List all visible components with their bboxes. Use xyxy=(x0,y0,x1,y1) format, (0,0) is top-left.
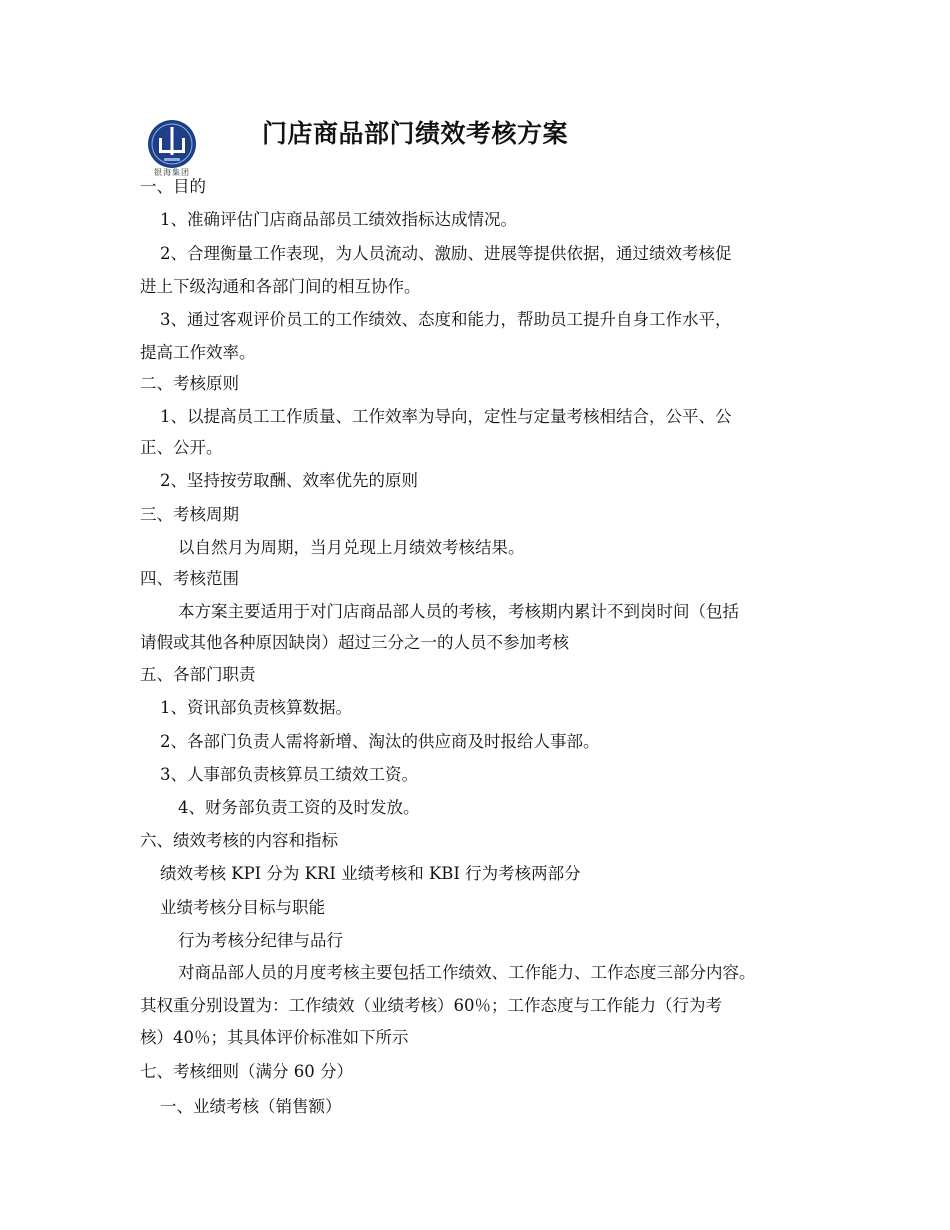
section-heading-principles: 二、考核原则 xyxy=(140,374,239,393)
paragraph-line: 提高工作效率。 xyxy=(140,343,256,362)
paragraph-line: 其权重分别设置为：工作绩效（业绩考核）60％；工作态度与工作能力（行为考 xyxy=(140,996,722,1015)
section-heading-details: 七、考核细则（满分 60 分） xyxy=(140,1062,353,1081)
paragraph-line: 2、坚持按劳取酬、效率优先的原则 xyxy=(160,471,418,490)
section-heading-scope: 四、考核范围 xyxy=(140,569,239,588)
section-heading-cycle: 三、考核周期 xyxy=(140,505,239,524)
paragraph-line: 3、人事部负责核算员工绩效工资。 xyxy=(160,765,418,784)
paragraph-line: 1、准确评估门店商品部员工绩效指标达成情况。 xyxy=(160,210,517,229)
paragraph-line: 2、合理衡量工作表现，为人员流动、激励、进展等提供依据，通过绩效考核促 xyxy=(160,244,732,263)
paragraph-line: 1、以提高员工工作质量、工作效率为导向，定性与定量考核相结合，公平、公 xyxy=(160,407,732,426)
paragraph-line: 核）40％；其具体评价标准如下所示 xyxy=(140,1028,409,1047)
paragraph-line: 3、通过客观评价员工的工作绩效、态度和能力，帮助员工提升自身工作水平， xyxy=(160,310,732,329)
paragraph-line: 以自然月为周期，当月兑现上月绩效考核结果。 xyxy=(178,538,525,557)
paragraph-line: 行为考核分纪律与品行 xyxy=(178,931,343,950)
paragraph-line: 业绩考核分目标与职能 xyxy=(160,898,325,917)
paragraph-line: 请假或其他各种原因缺岗）超过三分之一的人员不参加考核 xyxy=(140,633,569,652)
paragraph-line: 2、各部门负责人需将新增、淘汰的供应商及时报给人事部。 xyxy=(160,732,600,751)
logo-caption: 银海集团 xyxy=(154,168,190,177)
paragraph-line: 进上下级沟通和各部门间的相互协作。 xyxy=(140,277,421,296)
page-title: 门店商品部门绩效考核方案 xyxy=(262,119,569,148)
paragraph-line: 本方案主要适用于对门店商品部人员的考核，考核期内累计不到岗时间（包括 xyxy=(178,602,739,621)
paragraph-line: 4、财务部负责工资的及时发放。 xyxy=(178,798,420,817)
paragraph-line: 对商品部人员的月度考核主要包括工作绩效、工作能力、工作态度三部分内容。 xyxy=(178,963,756,982)
section-heading-duties: 五、各部门职责 xyxy=(140,665,256,684)
section-heading-purpose: 一、目的 xyxy=(140,177,206,196)
paragraph-line: 正、公开。 xyxy=(140,438,223,457)
paragraph-line: 1、资讯部负责核算数据。 xyxy=(160,698,352,717)
paragraph-line: 绩效考核 KPI 分为 KRI 业绩考核和 KBI 行为考核两部分 xyxy=(160,864,581,883)
section-heading-content: 六、绩效考核的内容和指标 xyxy=(140,831,338,850)
subsection-heading: 一、业绩考核（销售额） xyxy=(160,1097,342,1116)
